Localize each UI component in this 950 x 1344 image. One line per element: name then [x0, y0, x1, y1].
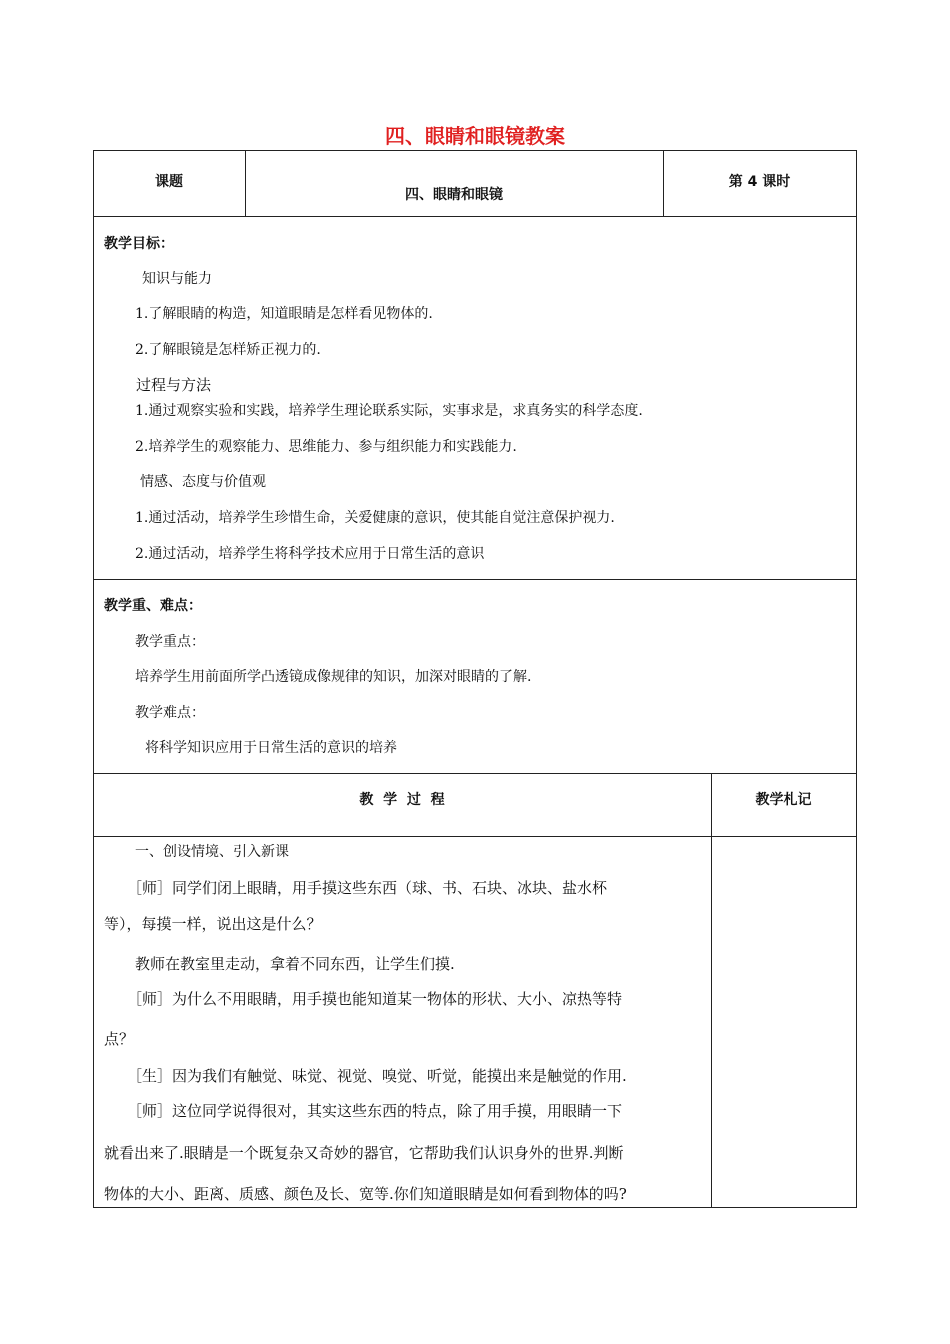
- goals-line: 过程与方法: [136, 376, 212, 394]
- goals-line: 2.了解眼镜是怎样矫正视力的.: [135, 342, 321, 358]
- process-line: 等），每摸一样，说出这是什么？: [104, 915, 322, 933]
- goals-line: 知识与能力: [142, 271, 212, 287]
- goals-line: 1.通过活动，培养学生珍惜生命，关爱健康的意识，使其能自觉注意保护视力.: [135, 510, 615, 526]
- goals-line: 1.通过观察实验和实践，培养学生理论联系实际，实事求是，求真务实的科学态度.: [135, 403, 643, 419]
- process-line: ［师］这位同学说得很对，其实这些东西的特点，除了用手摸，用眼睛一下: [127, 1102, 623, 1120]
- keypoints-heading: 教学重、难点：: [104, 598, 202, 614]
- table-border-bottom: [93, 1207, 857, 1208]
- lesson-number: 第 4 课时: [728, 174, 791, 190]
- goals-line: 情感、态度与价值观: [140, 474, 266, 490]
- goals-line: 2.通过活动，培养学生将科学技术应用于日常生活的意识: [135, 546, 485, 562]
- goals-heading: 教学目标：: [104, 236, 174, 252]
- table-border-right: [856, 150, 857, 1208]
- document-title: 四、眼睛和眼镜教案: [385, 124, 565, 148]
- table-divider: [711, 773, 712, 1208]
- goals-line: 1.了解眼睛的构造，知道眼睛是怎样看见物体的.: [135, 306, 433, 322]
- table-divider: [93, 773, 857, 774]
- process-line: 一、创设情境、引入新课: [135, 844, 289, 860]
- keypoints-line: 培养学生用前面所学凸透镜成像规律的知识，加深对眼睛的了解.: [135, 669, 532, 685]
- table-divider: [93, 216, 857, 217]
- table-border-left: [93, 150, 94, 1208]
- process-line: ［师］为什么不用眼睛，用手摸也能知道某一物体的形状、大小、凉热等特: [127, 990, 623, 1008]
- process-line: 物体的大小、距离、质感、颜色及长、宽等.你们知道眼睛是如何看到物体的吗?: [104, 1185, 627, 1203]
- process-heading: 教 学 过 程: [359, 792, 445, 808]
- notes-heading: 教学札记: [755, 792, 812, 808]
- topic-label: 课题: [155, 174, 183, 190]
- table-border-top: [93, 150, 857, 151]
- process-line: 点？: [104, 1030, 135, 1048]
- process-line: 就看出来了.眼睛是一个既复杂又奇妙的器官，它帮助我们认识身外的世界.判断: [104, 1144, 624, 1162]
- table-divider: [93, 579, 857, 580]
- keypoints-line: 教学难点：: [135, 705, 205, 721]
- keypoints-line: 将科学知识应用于日常生活的意识的培养: [145, 740, 397, 756]
- table-divider: [245, 150, 246, 216]
- process-line: ［师］同学们闭上眼睛，用手摸这些东西（球、书、石块、冰块、盐水杯: [127, 879, 608, 897]
- keypoints-line: 教学重点：: [135, 634, 205, 650]
- process-line: 教师在教室里走动，拿着不同东西，让学生们摸.: [135, 955, 455, 973]
- table-divider: [93, 836, 857, 837]
- goals-line: 2.培养学生的观察能力、思维能力、参与组织能力和实践能力.: [135, 439, 517, 455]
- process-line: ［生］因为我们有触觉、味觉、视觉、嗅觉、听觉，能摸出来是触觉的作用.: [127, 1067, 627, 1085]
- topic-value: 四、眼睛和眼镜: [405, 187, 503, 203]
